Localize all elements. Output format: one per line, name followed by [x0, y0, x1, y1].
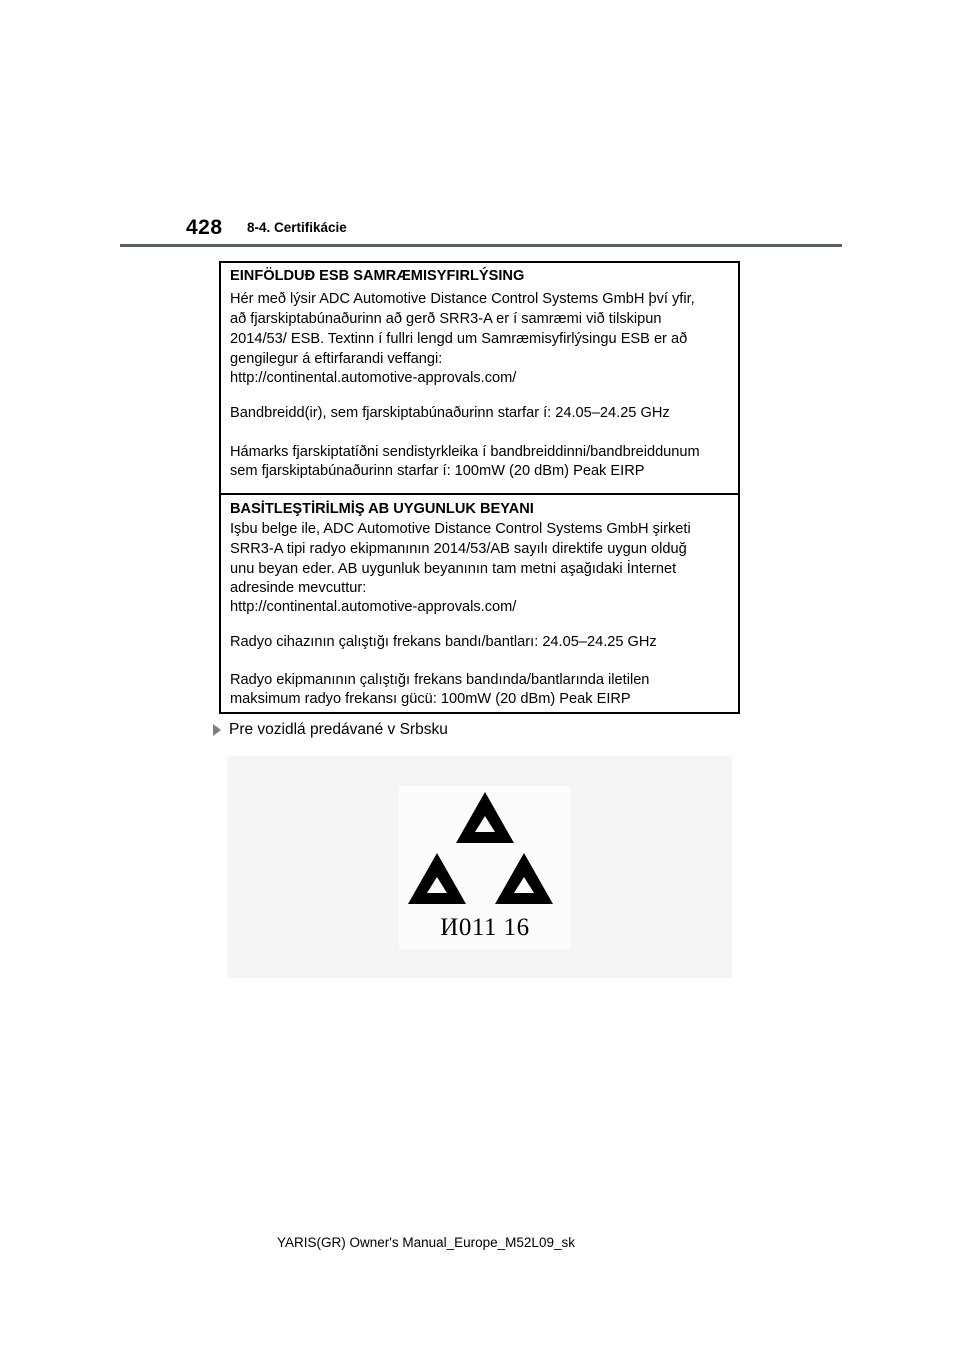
turkish-line-3: unu beyan eder. AB uygunluk beyanının tam metni aşağıdaki İnternet — [230, 561, 677, 577]
serbian-conformity-mark-icon — [399, 786, 571, 916]
turkish-url: http://continental.automotive-approvals.com/ — [230, 599, 517, 615]
section-title: 8-4. Certifikácie — [247, 220, 347, 235]
icelandic-url: http://continental.automotive-approvals.com/ — [230, 370, 517, 386]
page-number: 428 — [186, 216, 223, 239]
serbia-bullet-text: Pre vozidlá predávané v Srbsku — [229, 721, 448, 738]
serbia-bullet — [213, 720, 448, 740]
turkish-line-2: SRR3-A tipi radyo ekipmanının 2014/53/AB sayılı direktife uygun olduğ — [230, 541, 687, 557]
turkish-line-1: Işbu belge ile, ADC Automotive Distance Control Systems GmbH şirketi — [230, 521, 691, 537]
serbian-mark-panel — [227, 756, 732, 978]
icelandic-line-2: að fjarskiptabúnaðurinn að gerð SRR3-A er í samræmi við tilskipun — [230, 311, 662, 327]
turkish-heading: BASİTLEŞTİRİLMİŞ AB UYGUNLUK BEYANI — [230, 501, 534, 517]
turkish-declaration — [221, 493, 738, 714]
turkish-power-line-2: maksimum radyo frekansı gücü: 100mW (20 dBm) Peak EIRP — [230, 691, 631, 707]
turkish-band: Radyo cihazının çalıştığı frekans bandı/bantları: 24.05–24.25 GHz — [230, 634, 657, 650]
icelandic-declaration — [221, 263, 738, 493]
icelandic-line-1: Hér með lýsir ADC Automotive Distance Control Systems GmbH því yfir, — [230, 291, 695, 307]
icelandic-line-4: gengilegur á eftirfarandi veffangi: — [230, 351, 443, 367]
serbian-mark-code: И011 16 — [440, 914, 530, 941]
icelandic-band: Bandbreidd(ir), sem fjarskiptabúnaðurinn starfar í: 24.05–24.25 GHz — [230, 405, 670, 421]
turkish-line-4: adresinde mevcuttur: — [230, 580, 367, 596]
turkish-power-line-1: Radyo ekipmanının çalıştığı frekans bandında/bantlarında iletilen — [230, 672, 650, 688]
icelandic-line-3: 2014/53/ ESB. Textinn í fullri lengd um Samræmisyfirlýsingu ESB er að — [230, 331, 688, 347]
serbian-mark — [399, 786, 571, 949]
declaration-table — [219, 261, 740, 714]
icelandic-heading: EINFÖLDUÐ ESB SAMRÆMISYFIRLÝSING — [230, 268, 525, 284]
icelandic-power-line-1: Hámarks fjarskiptatíðni sendistyrkleika í bandbreiddinni/bandbreiddunum — [230, 444, 700, 460]
footer-manual-id: YARIS(GR) Owner's Manual_Europe_M52L09_sk — [277, 1235, 575, 1250]
icelandic-power-line-2: sem fjarskiptabúnaðurinn starfar í: 100mW (20 dBm) Peak EIRP — [230, 463, 645, 479]
triangle-bullet-icon — [213, 724, 221, 736]
header-divider — [120, 244, 842, 247]
